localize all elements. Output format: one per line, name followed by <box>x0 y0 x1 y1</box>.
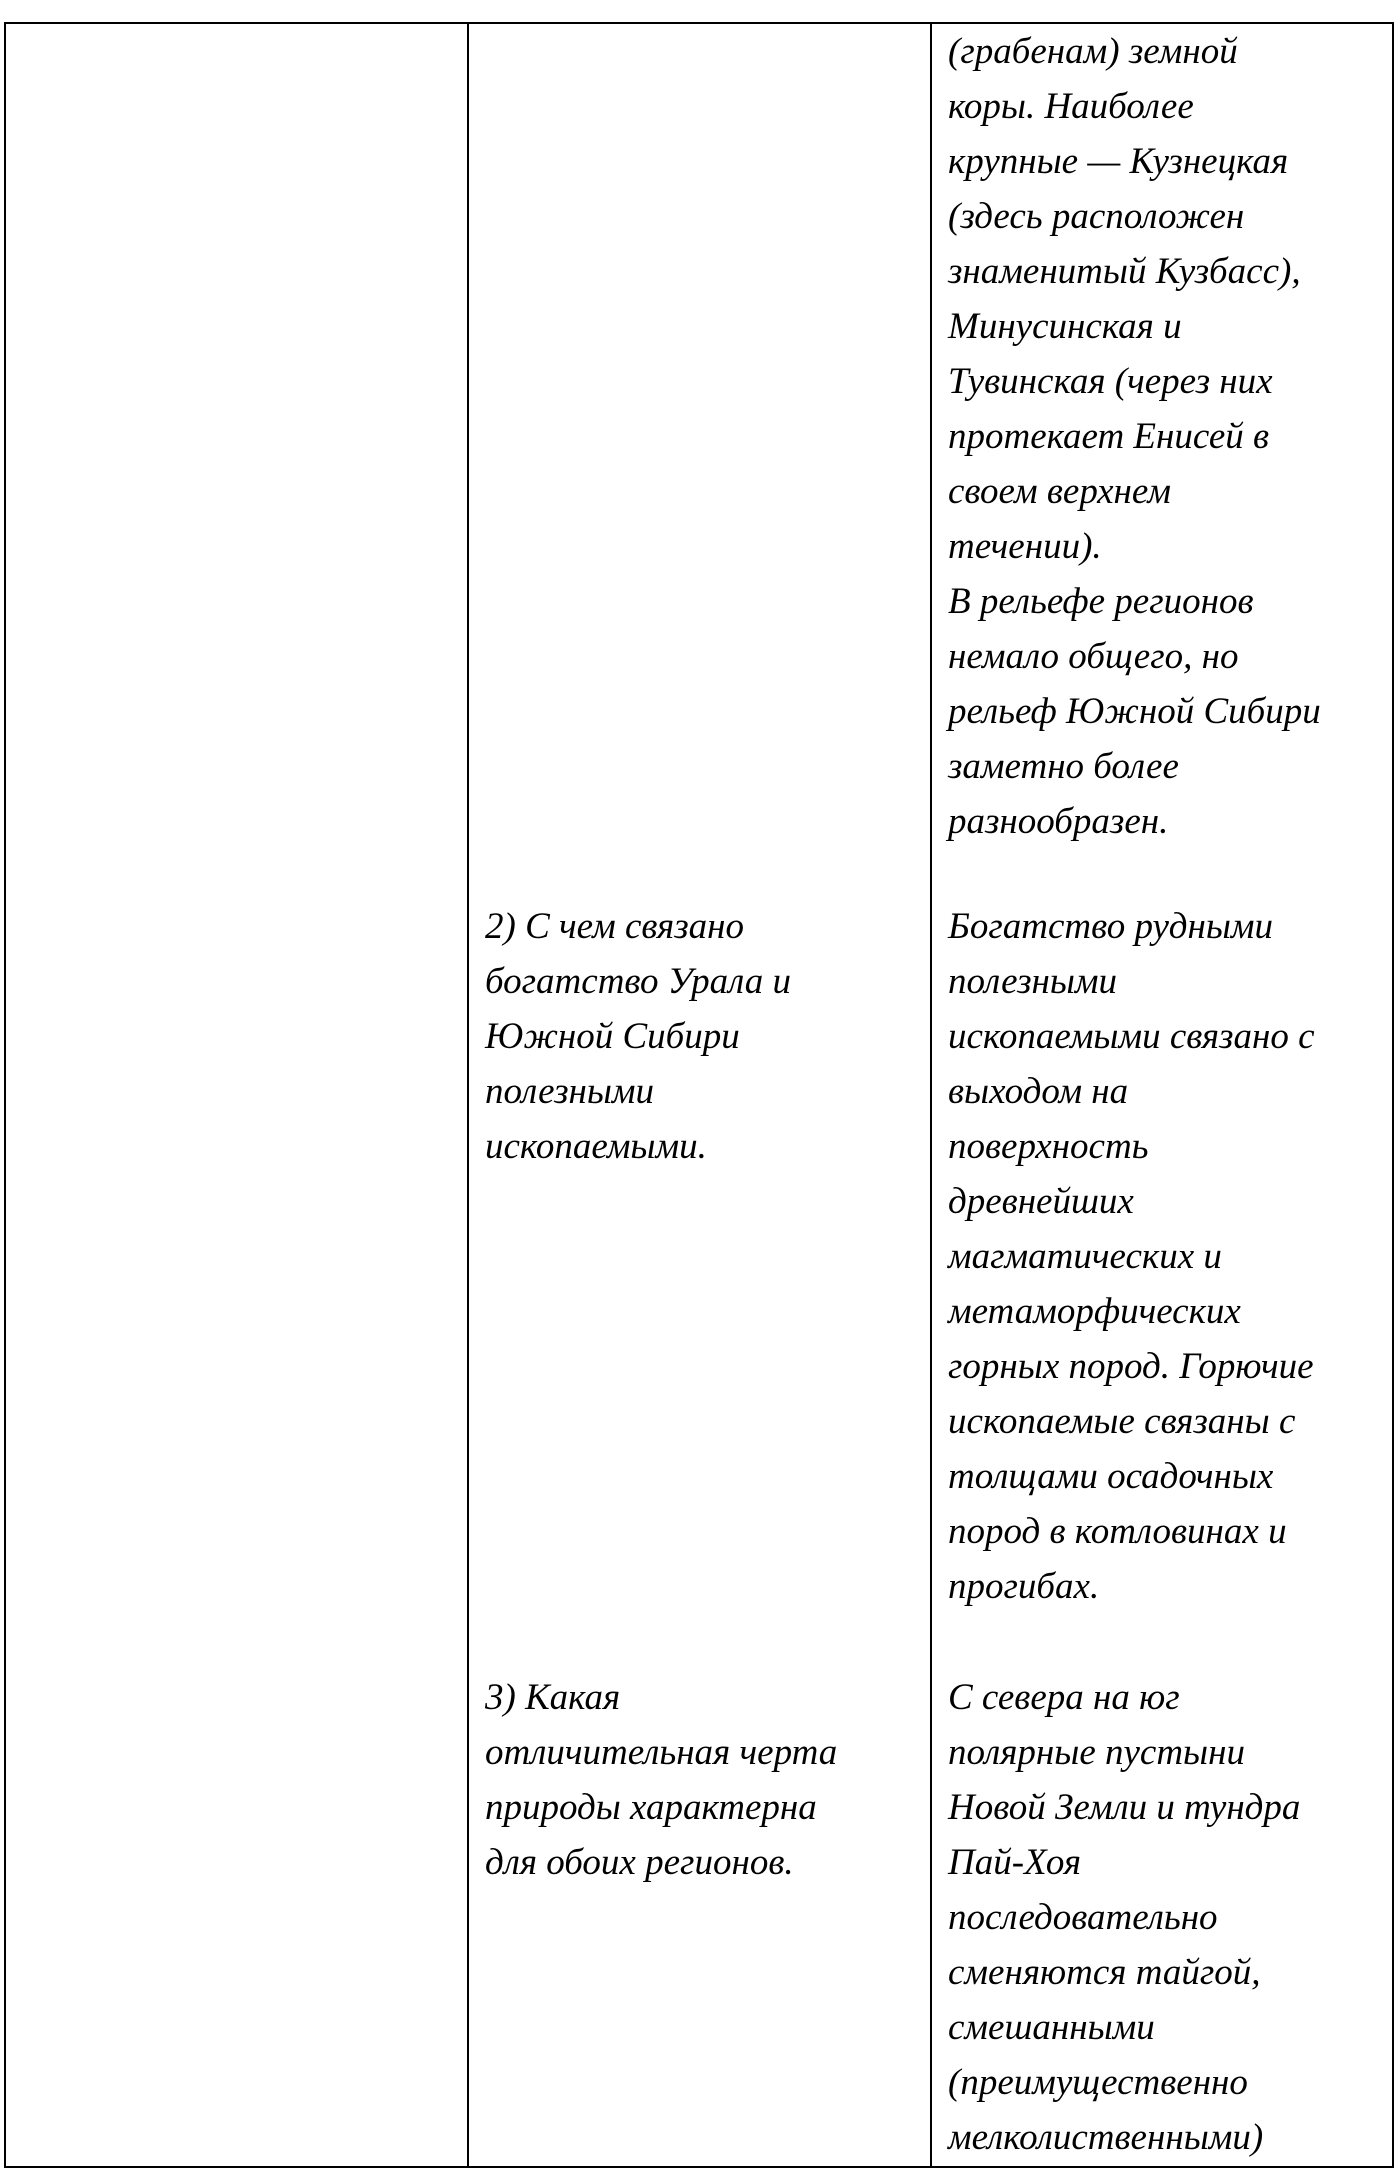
table-right-border <box>1392 22 1394 2168</box>
table-left-border <box>4 22 6 2168</box>
answer-cell-nature: С севера на юг полярные пустыни Новой Земли и тундра Пай-Хоя последовательно сменяются тайгой, смешанными (преимущественно мелколиственными) <box>948 1677 1301 2158</box>
column-divider-2 <box>930 22 932 2168</box>
question-cell-nature: 3) Какая отличительная черта природы характерна для обоих регионов. <box>485 1677 838 1883</box>
answer-cell-minerals: Богатство рудными полезными ископаемыми связано с выходом на поверхность древнейших магматических и метаморфических горных пород. Горючие ископаемые связаны с толщами осадочных пород в котловинах и прогибах. <box>948 906 1315 1607</box>
table-bottom-border <box>4 2166 1394 2168</box>
answer-cell-relief: (грабенам) земной коры. Наиболее крупные — Кузнецкая (здесь расположен знаменитый Кузбасс), Минусинская и Тувинская (через них протекает Енисей в своем верхнем течении). В рельефе регионов немало общего, но рельеф Южной Сибири заметно более разнообразен. <box>948 31 1321 842</box>
column-divider-1 <box>467 22 469 2168</box>
question-cell-minerals: 2) С чем связано богатство Урала и Южной Сибири полезными ископаемыми. <box>485 906 791 1167</box>
